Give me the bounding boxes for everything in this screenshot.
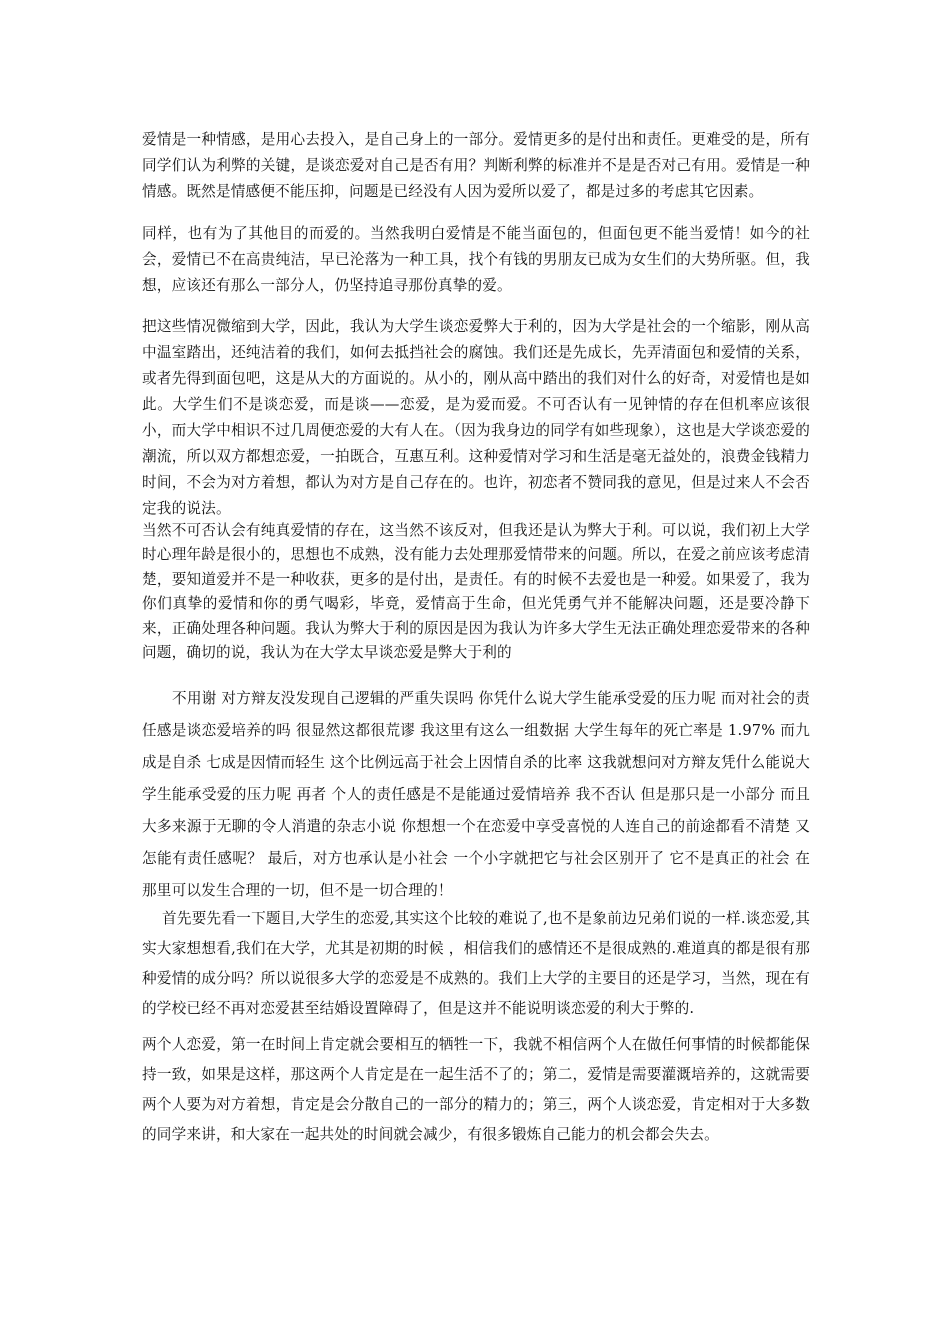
paragraph-7: 两个人恋爱，第一在时间上肯定就会要相互的牺牲一下，我就不相信两个人在做任何事情的时候都能保持一致，如果是这样，那这两个人肯定是在一起生活不了的；第二，爱情是需要灌溉培养的，这就需要两个人要为对方着想，肯定是会分散自己的一部分的精力的；第三，两个人谈恋爱，肯定相对于大多数的同学来讲，和大家在一起共处的时间就会减少，有很多锻炼自己能力的机会都会失去。 [142,1036,810,1143]
paragraph-2: 同样，也有为了其他目的而爱的。当然我明白爱情是不能当面包的，但面包更不能当爱情！如今的社会，爱情已不在高贵纯洁，早已沦落为一种工具，找个有钱的男朋友已成为女生们的大势所驱。但，我想，应该还有那么一部分人，仍坚持追寻那份真挚的爱。 [142,225,810,294]
paragraph-5: 不用谢 对方辩友没发现自己逻辑的严重失误吗 你凭什么说大学生能承受爱的压力呢 而对社会的责任感是谈恋爱培养的吗 很显然这都很荒谬 我这里有这么一组数据 大学生每年的死亡率是 1.97% 而九成是自杀 七成是因情而轻生 这个比例远高于社会上因情自杀的比率 这我就想问对方辩友凭什么能说大学生能承受爱的压力呢 再者 个人的责任感是不是能通过爱情培养 我不否认 但是那只是一小部分 而且大多来源于无聊的令人消遣的杂志小说 你想想一个在恋爱中享受喜悦的人连自己的前途都看不清楚 又怎能有责任感呢？ 最后，对方也承认是小社会 一个小字就把它与社会区别开了 它不是真正的社会 在那里可以发生合理的一切，但不是一切合理的！ [142,690,810,899]
paragraph-4: 当然不可否认会有纯真爱情的存在，这当然不该反对，但我还是认为弊大于利。可以说，我们初上大学时心理年龄是很小的，思想也不成熟，没有能力去处理那爱情带来的问题。所以，在爱之前应该考虑清楚，要知道爱并不是一种收获，更多的是付出，是责任。有的时候不去爱也是一种爱。如果爱了，我为你们真挚的爱情和你的勇气喝彩，毕竟，爱情高于生命，但光凭勇气并不能解决问题，还是要冷静下来，正确处理各种问题。我认为弊大于利的原因是因为我认为许多大学生无法正确处理恋爱带来的各种问题，确切的说，我认为在大学太早谈恋爱是弊大于利的 [142,522,810,662]
paragraph-3: 把这些情况微缩到大学，因此，我认为大学生谈恋爱弊大于利的，因为大学是社会的一个缩影，刚从高中温室踏出，还纯洁着的我们，如何去抵挡社会的腐蚀。我们还是先成长，先弄清面包和爱情的关系，或者先得到面包吧，这是从大的方面说的。从小的，刚从高中踏出的我们对什么的好奇，对爱情也是如此。大学生们不是谈恋爱，而是谈——恋爱，是为爱而爱。不可否认有一见钟情的存在但机率应该很小，而大学中相识不过几周便恋爱的大有人在。（因为我身边的同学有如些现象），这也是大学谈恋爱的潮流，所以双方都想恋爱，一拍既合，互惠互利。这种爱情对学习和生活是毫无益处的，浪费金钱精力时间，不会为对方着想，都认为对方是自己存在的。也许，初恋者不赞同我的意见，但是过来人不会否定我的说法。 [142,318,810,517]
paragraph-6: 首先要先看一下题目,大学生的恋爱,其实这个比较的难说了,也不是象前边兄弟们说的一样.谈恋爱,其实大家想想看,我们在大学，尤其是初期的时候 ，相信我们的感情还不是很成熟的.难道真的都是很有那种爱情的成分吗？所以说很多大学的恋爱是不成熟的。我们上大学的主要目的还是学习，当然，现在有的学校已经不再对恋爱甚至结婚设置障碍了，但是这并不能说明谈恋爱的利大于弊的. [142,910,810,1017]
paragraph-1: 爱情是一种情感，是用心去投入，是自己身上的一部分。爱情更多的是付出和责任。更难受的是，所有同学们认为利弊的关键，是谈恋爱对自己是否有用？判断利弊的标准并不是是否对己有用。爱情是一种情感。既然是情感便不能压抑，问题是已经没有人因为爱所以爱了，都是过多的考虑其它因素。 [142,131,810,200]
